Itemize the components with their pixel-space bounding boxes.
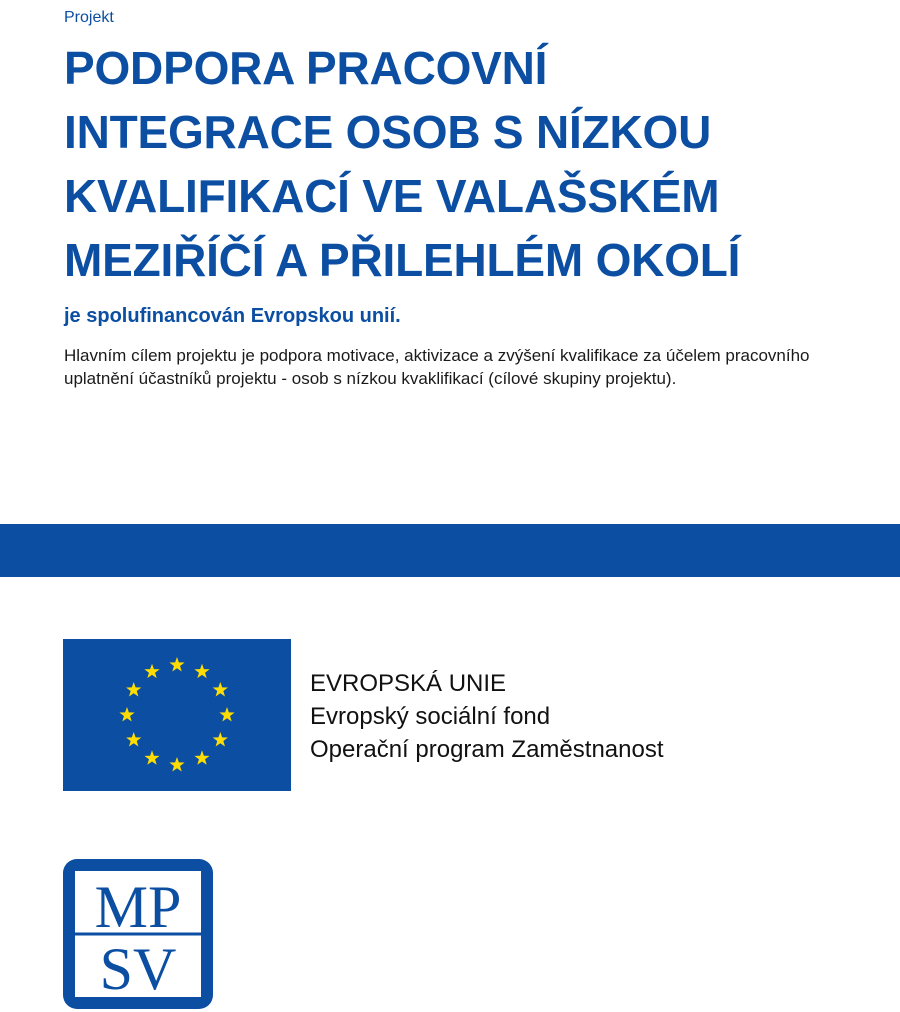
mpsv-logo (63, 859, 213, 1009)
esf-label: Evropský sociální fond (310, 703, 551, 730)
op-employment-label: Operační program Zaměstnanost (310, 736, 664, 763)
cofinancing-statement: je spolufinancován Evropskou unií. (64, 305, 401, 327)
mpsv-logo-row2: SV (99, 936, 177, 1002)
title-line: INTEGRACE OSOB S NÍZKOU (64, 106, 712, 158)
project-label: Projekt (64, 9, 114, 26)
eu-program-text (310, 667, 664, 766)
title-line: PODPORA PRACOVNÍ (64, 42, 548, 94)
title-line: MEZIŘÍČÍ A PŘILEHLÉM OKOLÍ (64, 234, 741, 286)
eu-flag-icon (63, 639, 291, 791)
project-description: Hlavním cílem projektu je podpora motivace, aktivizace a zvýšení kvalifikace za účelem pracovního uplatnění účastníků projektu - osob s nízkou kvaklifikací (cílové skupiny projektu). (64, 346, 810, 388)
mpsv-logo-row1: MP (94, 874, 182, 940)
eu-union-label: EVROPSKÁ UNIE (310, 670, 507, 697)
title-line: KVALIFIKACÍ VE VALAŠSKÉM (64, 170, 720, 222)
project-title (64, 36, 884, 292)
blue-divider-band (0, 524, 900, 577)
mpsv-logo-graphic (63, 859, 213, 1009)
eu-stars-circle (63, 639, 291, 791)
